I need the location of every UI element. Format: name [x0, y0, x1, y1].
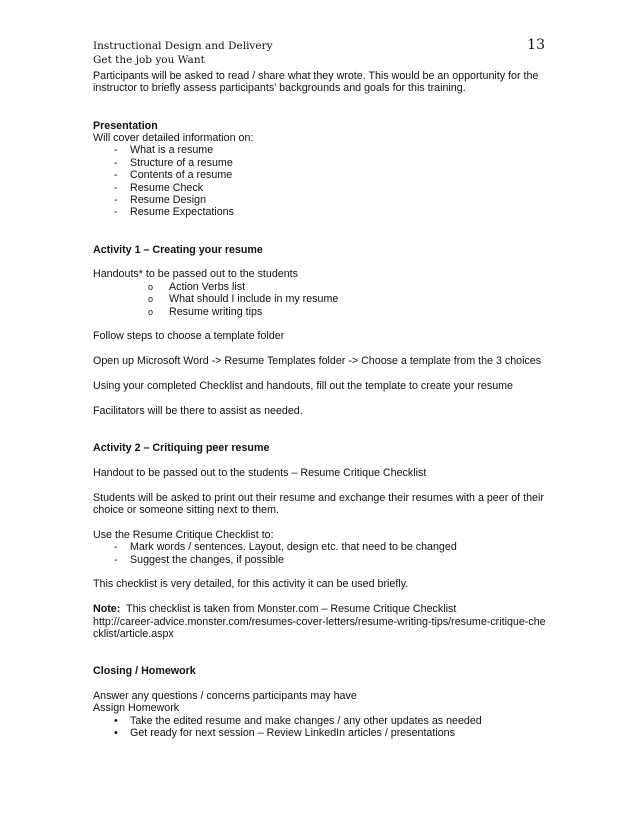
presentation-list — [93, 144, 548, 218]
list-item: o What should I include in my resume — [148, 293, 339, 306]
dash-marker: - — [114, 206, 118, 219]
activity1-handouts-lead: Handouts* to be passed out to the students — [93, 268, 298, 281]
closing-list — [93, 715, 548, 740]
dash-marker: - — [114, 553, 118, 566]
list-item: o Resume writing tips — [148, 305, 263, 318]
list-item: - Structure of a resume — [114, 156, 233, 169]
activity1-step: Facilitators will be there to assist as needed. — [93, 404, 303, 417]
list-item: - Resume Design — [114, 194, 207, 207]
header-course-title: Instructional Design and Delivery — [93, 40, 273, 52]
source-url: http://career-advice.monster.com/resumes-cover-letters/resume-writing-tips/resume-critique-checklist/article.aspx — [93, 615, 546, 641]
closing-line: Assign Homework — [93, 702, 180, 715]
list-item: - Mark words / sentences. Layout, design etc. that need to be changed — [114, 541, 457, 554]
list-item: - Contents of a resume — [114, 169, 233, 182]
bullet-icon: • — [114, 714, 118, 727]
activity1-step: Follow steps to choose a template folder — [93, 330, 285, 343]
dash-marker: - — [114, 181, 118, 194]
activity2-students: Students will be asked to print out their resume and exchange their resumes with a peer of their choice or someone sitting next to them. — [93, 491, 544, 517]
list-item: - Resume Expectations — [114, 206, 234, 219]
list-item: o Action Verbs list — [148, 280, 246, 293]
circle-bullet-icon: o — [148, 306, 154, 317]
closing-line: Answer any questions / concerns participants may have — [93, 690, 357, 703]
activity2-note — [93, 603, 548, 615]
page-number: 13 — [527, 37, 545, 53]
dash-marker: - — [114, 144, 118, 157]
note-label: Note: — [93, 603, 121, 616]
presentation-lead: Will cover detailed information on: — [93, 132, 254, 145]
activity2-handout: Handout to be passed out to the students – Resume Critique Checklist — [93, 466, 427, 479]
dash-marker: - — [114, 156, 118, 169]
activity2-detail: This checklist is very detailed, for this activity it can be used briefly. — [93, 578, 409, 591]
activity2-heading: Activity 2 – Critiquing peer resume — [93, 442, 270, 455]
list-item: - What is a resume — [114, 144, 214, 157]
intro-paragraph: Participants will be asked to read / share what they wrote. This would be an opportunity for the instructor to briefly assess participants’ backgrounds and goals for this training. — [93, 70, 539, 95]
header-session-title: Get the job you Want — [93, 54, 205, 66]
note-text: This checklist is taken from Monster.com – Resume Critique Checklist — [120, 603, 457, 616]
activity2-use-lead: Use the Resume Critique Checklist to: — [93, 528, 274, 541]
dash-marker: - — [114, 194, 118, 207]
running-header — [93, 39, 273, 67]
circle-bullet-icon: o — [148, 281, 154, 292]
list-item: • Get ready for next session – Review LinkedIn articles / presentations — [114, 727, 455, 740]
dash-marker: - — [114, 541, 118, 554]
activity1-step: Using your completed Checklist and handouts, fill out the template to create your resume — [93, 380, 514, 393]
list-item: - Suggest the changes, if possible — [114, 553, 284, 566]
document-body — [93, 70, 548, 740]
activity1-step: Open up Microsoft Word -> Resume Templates folder -> Choose a template from the 3 choices — [93, 355, 542, 368]
list-item: • Take the edited resume and make changes / any other updates as needed — [114, 714, 482, 727]
circle-bullet-icon: o — [148, 294, 154, 305]
presentation-heading: Presentation — [93, 119, 158, 132]
closing-heading: Closing / Homework — [93, 665, 196, 678]
activity1-heading: Activity 1 – Creating your resume — [93, 243, 263, 256]
bullet-icon: • — [114, 727, 118, 740]
dash-marker: - — [114, 169, 118, 182]
activity2-use-list — [93, 541, 548, 566]
list-item: - Resume Check — [114, 181, 204, 194]
activity1-handouts-list — [93, 281, 548, 318]
